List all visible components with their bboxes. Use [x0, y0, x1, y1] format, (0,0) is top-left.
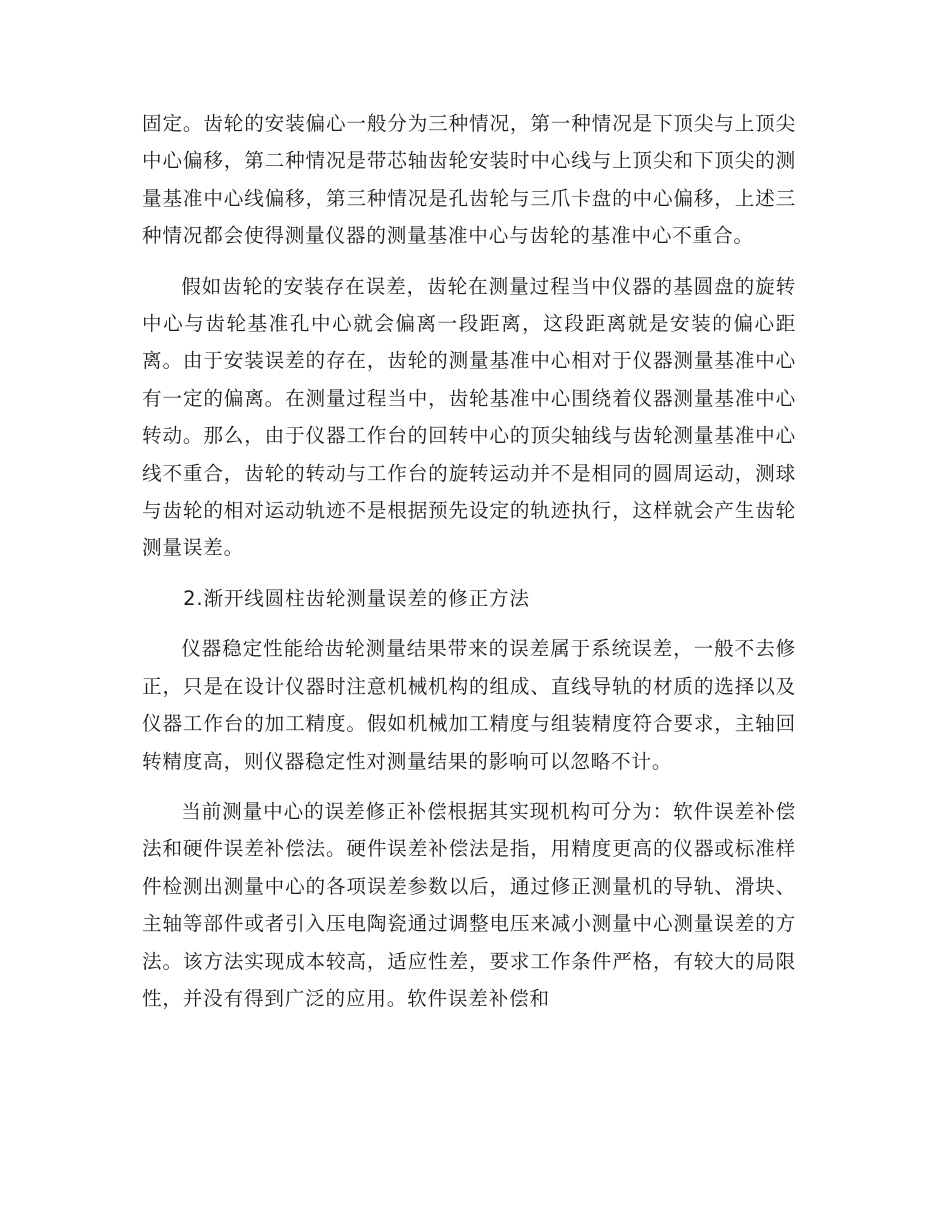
paragraph-continuation: 固定。齿轮的安装偏心一般分为三种情况，第一种情况是下顶尖与上顶尖中心偏移，第二种情况是带芯轴齿轮安装时中心线与上顶尖和下顶尖的测量基准中心线偏移，第三种情况是孔齿轮与三爪卡盘的中心偏移，上述三种情况都会使得测量仪器的测量基准中心与齿轮的基准中心不重合。	[142, 112, 796, 248]
paragraph-installation-error: 假如齿轮的安装存在误差，齿轮在测量过程当中仪器的基圆盘的旋转中心与齿轮基准孔中心就会偏离一段距离，这段距离就是安装的偏心距离。由于安装误差的存在，齿轮的测量基准中心相对于仪器测量基准中心有一定的偏离。在测量过程当中，齿轮基准中心围绕着仪器测量基准中心转动。那么，由于仪器工作台的回转中心的顶尖轴线与齿轮测量基准中心线不重合，齿轮的转动与工作台的旋转运动并不是相同的圆周运动，测球与齿轮的相对运动轨迹不是根据预先设定的轨迹执行，这样就会产生齿轮测量误差。	[142, 274, 796, 560]
paragraph-stability-error: 仪器稳定性能给齿轮测量结果带来的误差属于系统误差，一般不去修正，只是在设计仪器时注意机械机构的组成、直线导轨的材质的选择以及仪器工作台的加工精度。假如机械加工精度与组装精度符合要求，主轴回转精度高，则仪器稳定性对测量结果的影响可以忽略不计。	[142, 637, 796, 773]
body-text	[142, 105, 796, 1030]
section-heading: 2.渐开线圆柱齿轮测量误差的修正方法	[183, 586, 530, 610]
paragraph-compensation-methods: 当前测量中心的误差修正补偿根据其实现机构可分为：软件误差补偿法和硬件误差补偿法。硬件误差补偿法是指，用精度更高的仪器或标准样件检测出测量中心的各项误差参数以后，通过修正测量机的导轨、滑块、主轴等部件或者引入压电陶瓷通过调整电压来减小测量中心测量误差的方法。该方法实现成本较高，适应性差，要求工作条件严格，有较大的局限性，并没有得到广泛的应用。软件误差补偿和	[142, 799, 796, 1010]
